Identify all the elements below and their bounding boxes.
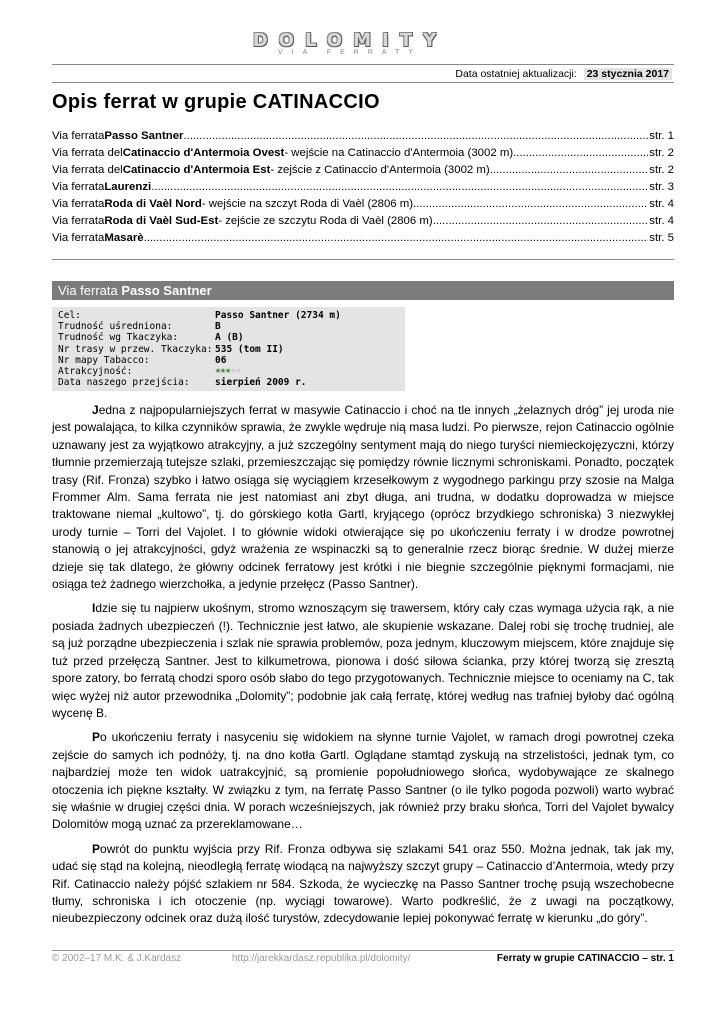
paragraph (52, 402, 674, 593)
section-title (58, 283, 212, 298)
toc-leader (490, 162, 649, 179)
toc-page: str. 1 (649, 130, 674, 142)
paragraph (52, 729, 674, 833)
section-ferrata-name: Passo Santner (121, 283, 212, 298)
toc-item[interactable] (52, 162, 674, 179)
logo-subtitle: VIA FERRATY (278, 49, 422, 56)
info-key: Trudność uśredniona: (58, 321, 173, 333)
toc-item[interactable] (52, 179, 674, 196)
toc-prefix: Via ferrata del (52, 147, 123, 159)
paragraph-text: edna z najpopularniejszych ferrat w masywie Catinaccio i choć na tle innych „żelaznych dróg” jej uroda nie jest powalająca, to kilka czynników sprawia, że zwykle wędruje nią masa ludzi. Po pierwsze, rejon Catinaccio ogólnie uznawany jest za wyjątkowo atrakcyjny, a już szczególny sentyment mają do niego turyści niemieckojęzyczni, którzy tłumnie przemierzają tutejsze szlaki, przemieszczając się pomiędzy równie licznymi schroniskami. Ponadto, początek trasy (Rif. Fronza) szybko i łatwo osiąga się wyciągiem krzesełkowym z wygodnego parkingu przy szosie na Malga Frommer Alm. Sama ferrata nie jest natomiast ani zbyt długa, ani trudna, w dodatku doprowadza w miejsce traktowane niemal „kultowo”, tj. do górskiego kotła Gartl, kryjącego (oprócz brzydkiego schroniska) 3 niezwykłej urody turnie – Torri del Vajolet. I to głównie widoki otwierające się po ukończeniu ferraty i w drodze powrotnej stanowią o jej atrakcyjności, gdyż wrażenia ze wspinaczki są to generalnie rzecz biorąc średnie. W dużej mierze dzieje się tak dlatego, że główny odcinek ferratowy jest krótki i nie biegnie szczególnie pięknymi formacjami, nie osiąga też żadnego wierzchołka, a jedynie przełęcz (Passo Santner). (52, 403, 674, 592)
star-filled-icon: ★ (215, 365, 221, 377)
title-divider (52, 82, 674, 83)
paragraph-text: dzie się tu najpierw ukośnym, stromo wznoszącym się trawersem, który cały czas wymaga użycia rąk, a nie posiada żadnych ubezpieczeń (!). Technicznie jest łatwo, ale skupienie wskazane. Dalej robi się trochę trudniej, ale są już porządne ubezpieczenia i szlak nie sprawia problemów, poza jednym, kluczowym miejscem, które znajduje się tuż przed przełęczą Santner. Jest to kilkumetrowa, pionowa i dość siłowa ścianka, przy której tworzą się zresztą spore zatory, bo ferratą chodzi sporo osób słabo do tego przygotowanych. Technicznie miejsce to oceniamy na C, tak więc wyżej niż autor przewodnika „Dolomity”; podobnie jak całą ferratę, której według nas trafniej byłoby dać ogólną wycenę B. (52, 601, 674, 720)
toc-page: str. 4 (649, 215, 674, 227)
info-key: Nr trasy w przew. Tkaczyka: (58, 343, 213, 355)
info-row (58, 377, 405, 388)
paragraph (52, 600, 674, 722)
paragraph-initial: P (92, 841, 101, 856)
toc-page: str. 2 (649, 147, 674, 159)
info-row (58, 321, 405, 332)
paragraph-initial: P (92, 730, 101, 745)
toc-suffix: - zejście ze szczytu Roda di Vaèl (2806 m) (218, 215, 433, 227)
toc-item[interactable] (52, 145, 674, 162)
last-update (455, 68, 672, 80)
description-body (52, 402, 674, 935)
toc-suffix: - wejście na szczyt Roda di Vaèl (2806 m) (201, 198, 414, 210)
logo-title: DOLOMITY (252, 30, 448, 51)
toc-prefix: Via ferrata (52, 181, 105, 193)
toc-ferrata-name: Passo Santner (104, 130, 184, 142)
star-empty-icon: ★ (230, 365, 236, 377)
toc-leader (513, 145, 648, 162)
section-header (52, 281, 674, 300)
info-value: 06 (215, 354, 227, 366)
toc-ferrata-name: Roda di Vaèl Nord (104, 198, 202, 210)
info-key: Atrakcyjność: (58, 366, 133, 378)
info-row (58, 310, 405, 321)
logo (240, 30, 460, 56)
toc-suffix: - wejście na Catinaccio d'Antermoia (3002 m) (284, 147, 514, 159)
paragraph (52, 841, 674, 928)
info-key: Nr mapy Tabacco: (58, 354, 150, 366)
toc-leader (144, 230, 649, 247)
toc-prefix: Via ferrata (52, 232, 105, 244)
info-value: A (B) (215, 332, 244, 344)
toc-suffix: - zejście z Catinaccio d'Antermoia (3002 m) (270, 164, 490, 176)
paragraph-initial: J (92, 403, 99, 417)
toc-prefix: Via ferrata (52, 215, 105, 227)
last-update-date: 23 stycznia 2017 (584, 68, 672, 80)
star-filled-icon: ★ (220, 365, 226, 377)
toc-prefix: Via ferrata del (52, 164, 123, 176)
info-value: B (215, 321, 221, 333)
last-update-label: Data ostatniej aktualizacji: (455, 68, 577, 80)
footer-url-link[interactable]: http://jarekkardasz.republika.pl/dolomity/ (232, 953, 411, 964)
toc-page: str. 5 (649, 232, 674, 244)
toc-item[interactable] (52, 128, 674, 145)
toc-page: str. 3 (649, 181, 674, 193)
toc-leader (433, 213, 649, 230)
rating-stars (215, 366, 240, 377)
info-key: Trudność wg Tkaczyka: (58, 332, 179, 344)
toc-leader (413, 196, 648, 213)
toc-item[interactable] (52, 213, 674, 230)
section-prefix: Via ferrata (58, 283, 122, 298)
toc-ferrata-name: Laurenzi (104, 181, 152, 193)
toc-page: str. 2 (649, 164, 674, 176)
toc-item[interactable] (52, 196, 674, 213)
toc-page: str. 4 (649, 198, 674, 210)
info-value: Passo Santner (2734 m) (215, 310, 341, 321)
info-key: Data naszego przejścia: (58, 377, 190, 389)
info-value: 535 (tom II) (215, 343, 284, 355)
header-divider (52, 64, 674, 65)
toc-prefix: Via ferrata (52, 198, 105, 210)
page-title: Opis ferrat w grupie CATINACCIO (52, 91, 380, 113)
toc-prefix: Via ferrata (52, 130, 105, 142)
footer-divider (52, 950, 674, 951)
star-empty-icon: ★ (235, 365, 241, 377)
table-of-contents (52, 128, 674, 247)
info-row (58, 332, 405, 343)
footer-page-label: Ferraty w grupie CATINACCIO – str. 1 (496, 953, 674, 964)
toc-leader (151, 179, 648, 196)
paragraph-text: o ukończeniu ferraty i nasyceniu się widokiem na słynne turnie Vajolet, w ramach drogi powrotnej czeka zejście do samych ich podnóży, tj. na dno kotła Gartl. Oglądane stamtąd zyskują na strzelistości, jednak tym, co najbardziej może ten widok uatrakcyjnić, są promienie popołudniowego słońca, wydobywające ze skalnego otoczenia ich piękne kształty. W związku z tym, na ferratę Passo Santner (o ile tylko pogoda pozwoli) warto wybrać się właśnie w drugiej części dnia. W porach wcześniejszych, jak również przy braku słońca, Torri del Vajolet bywalcy Dolomitów mogą uznać za przereklamowane… (52, 730, 674, 832)
toc-ferrata-name: Masarè (104, 232, 144, 244)
info-key: Cel: (58, 310, 81, 321)
toc-ferrata-name: Catinaccio d'Antermoia Ovest (122, 147, 285, 159)
paragraph-text: owrót do punktu wyjścia przy Rif. Fronza odbywa się szlakami 541 oraz 550. Można jednak, tak jak my, udać się stąd na kolejną, nieodległą ferratę wiodącą na najwyższy szczyt grupy – Catinaccio d’Antermoia, wtedy przy Rif. Catinaccio należy pójść szlakiem nr 584. Szkoda, że wycieczkę na Passo Santner trochę psują wszechobecne tłumy, schroniska i ich otoczenie (np. wyciągi towarowe). Warto podkreślić, że z uwagi na początkowy, nieubezpieczony odcinek oraz dużą ilość turystów, zdecydowanie lepiej pokonywać ferratę w kierunku „do góry”. (52, 841, 674, 926)
toc-item[interactable] (52, 230, 674, 247)
toc-ferrata-name: Catinaccio d'Antermoia Est (122, 164, 271, 176)
ferrata-info-box (52, 307, 405, 391)
info-row (58, 344, 405, 355)
toc-ferrata-name: Roda di Vaèl Sud-Est (104, 215, 219, 227)
footer-copyright: © 2002–17 M.K. & J.Kardasz (52, 953, 182, 964)
info-value: sierpień 2009 r. (215, 377, 307, 389)
paragraph-initial: I (92, 601, 96, 616)
info-row (58, 366, 405, 377)
star-filled-icon: ★ (225, 365, 231, 377)
toc-divider (52, 259, 674, 260)
toc-leader (183, 128, 648, 145)
